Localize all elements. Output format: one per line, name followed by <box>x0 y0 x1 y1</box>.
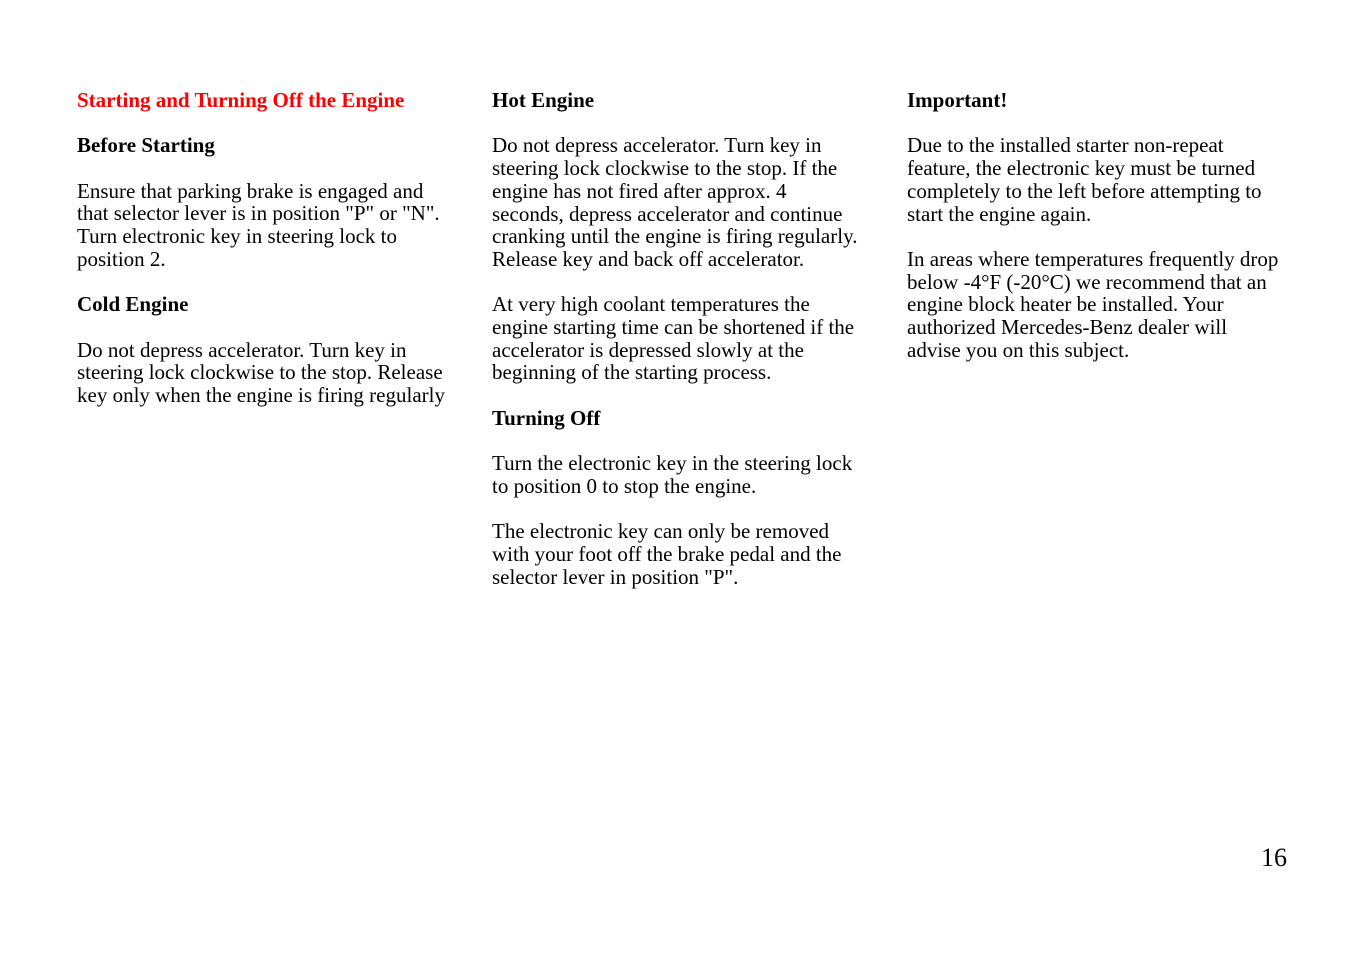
cold-areas-text: In areas where temperatures frequently drop below -4°F (-20°C) we recommend that an engine block heater be installed. Your authorized Mercedes-Benz dealer will advise you on this subject. <box>907 246 1279 362</box>
coolant-text: At very high coolant temperatures the engine starting time can be shortened if the accelerator is depressed slowly at the beginning of the starting process. <box>492 292 855 385</box>
cold-engine-heading: Cold Engine <box>77 292 189 317</box>
turning-off-heading: Turning Off <box>492 405 601 430</box>
important-heading: Important! <box>907 88 1008 112</box>
hot-engine-heading: Hot Engine <box>492 88 595 112</box>
page-number: 16 <box>1261 843 1287 872</box>
column-right <box>907 89 1279 384</box>
key-removal-text: The electronic key can only be removed with your foot off the brake pedal and the selector lever in position "P". <box>492 519 842 589</box>
turning-off-text: Turn the electronic key in the steering lock to position 0 to stop the engine. <box>492 451 853 498</box>
column-middle <box>492 89 862 611</box>
hot-engine-text: Do not depress accelerator. Turn key in steering lock clockwise to the stop. If the engine has not fired after approx. 4 seconds, depress accelerator and continue cranking until the engine is firing regularly. Release key and back off accelerator. <box>492 133 858 271</box>
column-left <box>77 89 445 429</box>
before-starting-text: Ensure that parking brake is engaged and that selector lever is in position "P" or "N". Turn electronic key in steering lock to position 2. <box>77 178 440 271</box>
section-title: Starting and Turning Off the Engine <box>77 88 405 112</box>
important-text: Due to the installed starter non-repeat feature, the electronic key must be turned completely to the left before attempting to start the engine again. <box>907 133 1262 226</box>
cold-engine-text: Do not depress accelerator. Turn key in steering lock clockwise to the stop. Release key only when the engine is firing regularly <box>77 337 445 408</box>
before-starting-heading: Before Starting <box>77 133 215 158</box>
